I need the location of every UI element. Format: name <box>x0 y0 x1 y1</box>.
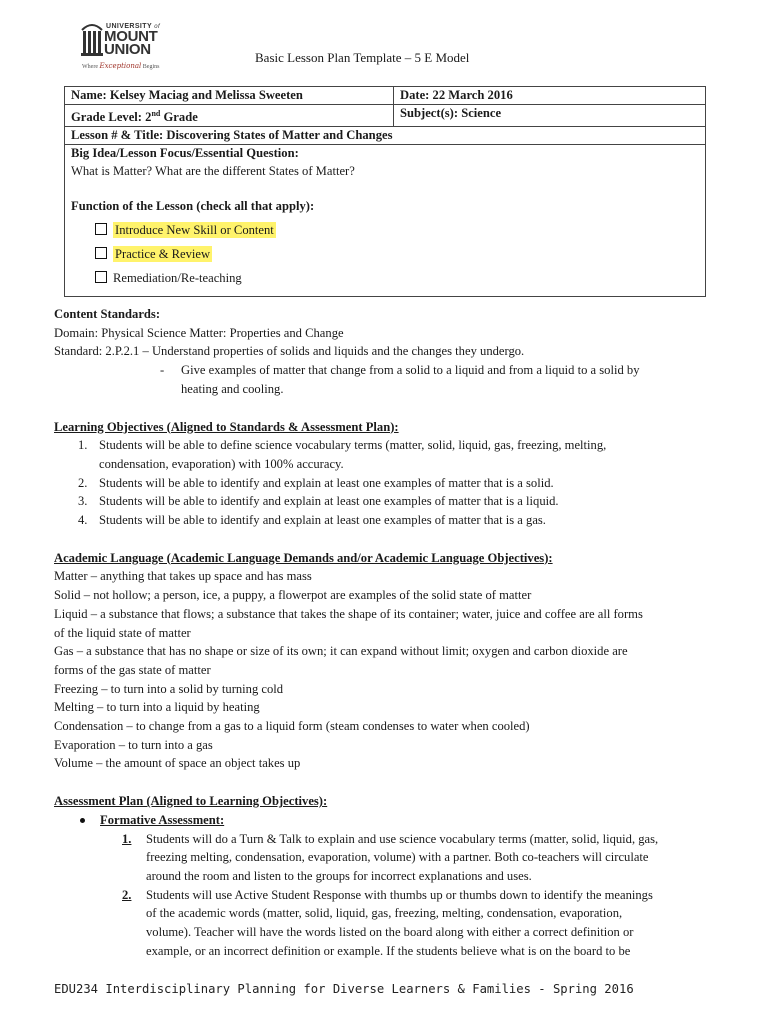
big-idea-text: What is Matter? What are the different States of Matter? <box>71 164 355 179</box>
list-item: 4. Students will be able to identify and explain at least one examples of matter that is a gas. <box>78 513 546 528</box>
teacher-names: Name: Kelsey Maciag and Melissa Sweeten <box>65 87 394 105</box>
definition-line: Matter – anything that takes up space and has mass <box>54 569 312 584</box>
list-item: 3. Students will be able to identify and explain at least one examples of matter that is a liquid. <box>78 494 559 509</box>
definition-line: Condensation – to change from a gas to a liquid form (steam condenses to water when cooled) <box>54 719 530 734</box>
definition-line: Solid – not hollow; a person, ice, a puppy, a flowerpot are examples of the solid state of matter <box>54 588 532 603</box>
definition-line: of the liquid state of matter <box>54 625 191 640</box>
grade-level: Grade Level: 2nd Grade <box>65 105 394 127</box>
logo-mount-text: MOUNT <box>104 28 158 45</box>
lesson-body <box>54 305 714 961</box>
domain-line: Domain: Physical Science Matter: Properties and Change <box>54 325 344 340</box>
function-option-label: Remediation/Re-teaching <box>113 271 242 286</box>
subjects: Subject(s): Science <box>394 105 706 127</box>
content-standards-heading: Content Standards: <box>54 307 161 321</box>
bullet-icon <box>80 818 85 823</box>
lesson-title: Lesson # & Title: Discovering States of Matter and Changes <box>65 127 706 145</box>
checkbox-icon[interactable] <box>95 223 107 235</box>
checkbox-icon[interactable] <box>95 271 107 283</box>
function-option-remediation[interactable] <box>95 266 699 290</box>
standard-sub-item: - Give examples of matter that change from a solid to a liquid and from a liquid to a solid by <box>160 363 640 378</box>
definition-line: Gas – a substance that has no shape or size of its own; it can expand without limit; oxygen and carbon dioxide are <box>54 644 628 659</box>
logo-tagline: Where Exceptional Begins <box>82 62 160 70</box>
function-option-practice[interactable] <box>95 242 699 266</box>
learning-objectives-list <box>54 436 714 530</box>
academic-language-heading: Academic Language (Academic Language Demands and/or Academic Language Objectives): <box>54 550 553 565</box>
standard-sub-item-cont: heating and cooling. <box>181 381 284 396</box>
lesson-focus-cell <box>65 145 706 297</box>
learning-objectives-heading: Learning Objectives (Aligned to Standards & Assessment Plan): <box>54 419 399 434</box>
columns-logo-icon <box>80 22 104 58</box>
assessment-heading: Assessment Plan (Aligned to Learning Objectives): <box>54 794 328 809</box>
standard-line: Standard: 2.P.2.1 – Understand properties of solids and liquids and the changes they undergo. <box>54 344 525 359</box>
function-option-label: Introduce New Skill or Content <box>115 223 274 238</box>
formative-assessment-item: Formative Assessment: <box>54 811 714 830</box>
page-footer: EDU234 Interdisciplinary Planning for Diverse Learners & Families - Spring 2016 <box>54 982 634 996</box>
lesson-info-table <box>64 86 706 297</box>
function-option-introduce[interactable] <box>95 218 699 242</box>
function-option-label: Practice & Review <box>115 247 211 262</box>
document-title: Basic Lesson Plan Template – 5 E Model <box>255 50 470 65</box>
checkbox-icon[interactable] <box>95 247 107 259</box>
university-logo <box>80 20 190 76</box>
assessment-item: 2. Students will use Active Student Response with thumbs up or thumbs down to identify the meanings of the academic words (matter, solid, liquid, gas, freezing, melting, condensation, evaporation, volume). Teacher will have the words listed on the board along with either a correct definition or example, or an incorrect definition or example. If the students believe what is on the board to be <box>122 887 653 958</box>
definition-line: Freezing – to turn into a solid by turning cold <box>54 681 284 696</box>
lesson-date: Date: 22 March 2016 <box>394 87 706 105</box>
assessment-item: 1. Students will do a Turn & Talk to explain and use science vocabulary terms (matter, solid, liquid, gas, freezing melting, condensation, evaporation, volume) with a partner. Both co-teachers will circulate around the room and listen to the groups for incorrect explanations and uses. <box>122 831 659 883</box>
list-item: 2. Students will be able to identify and explain at least one examples of matter that is a solid. <box>78 475 554 490</box>
definition-line: Liquid – a substance that flows; a substance that takes the shape of its container; water, juice and coffee are all forms <box>54 606 643 621</box>
definition-line: Melting – to turn into a liquid by heating <box>54 700 260 715</box>
logo-union-text: UNION <box>104 41 151 58</box>
function-label: Function of the Lesson (check all that apply): <box>71 199 315 214</box>
definition-line: forms of the gas state of matter <box>54 662 211 677</box>
definition-line: Volume – the amount of space an object takes up <box>54 756 301 771</box>
logo-university-text: UNIVERSITY of <box>106 23 161 30</box>
definition-line: Evaporation – to turn into a gas <box>54 737 213 752</box>
big-idea-label: Big Idea/Lesson Focus/Essential Question: <box>71 146 299 161</box>
list-item: 1. Students will be able to define science vocabulary terms (matter, solid, liquid, gas, freezing, melting, condensation, evaporation) with 100% accuracy. <box>78 438 607 471</box>
